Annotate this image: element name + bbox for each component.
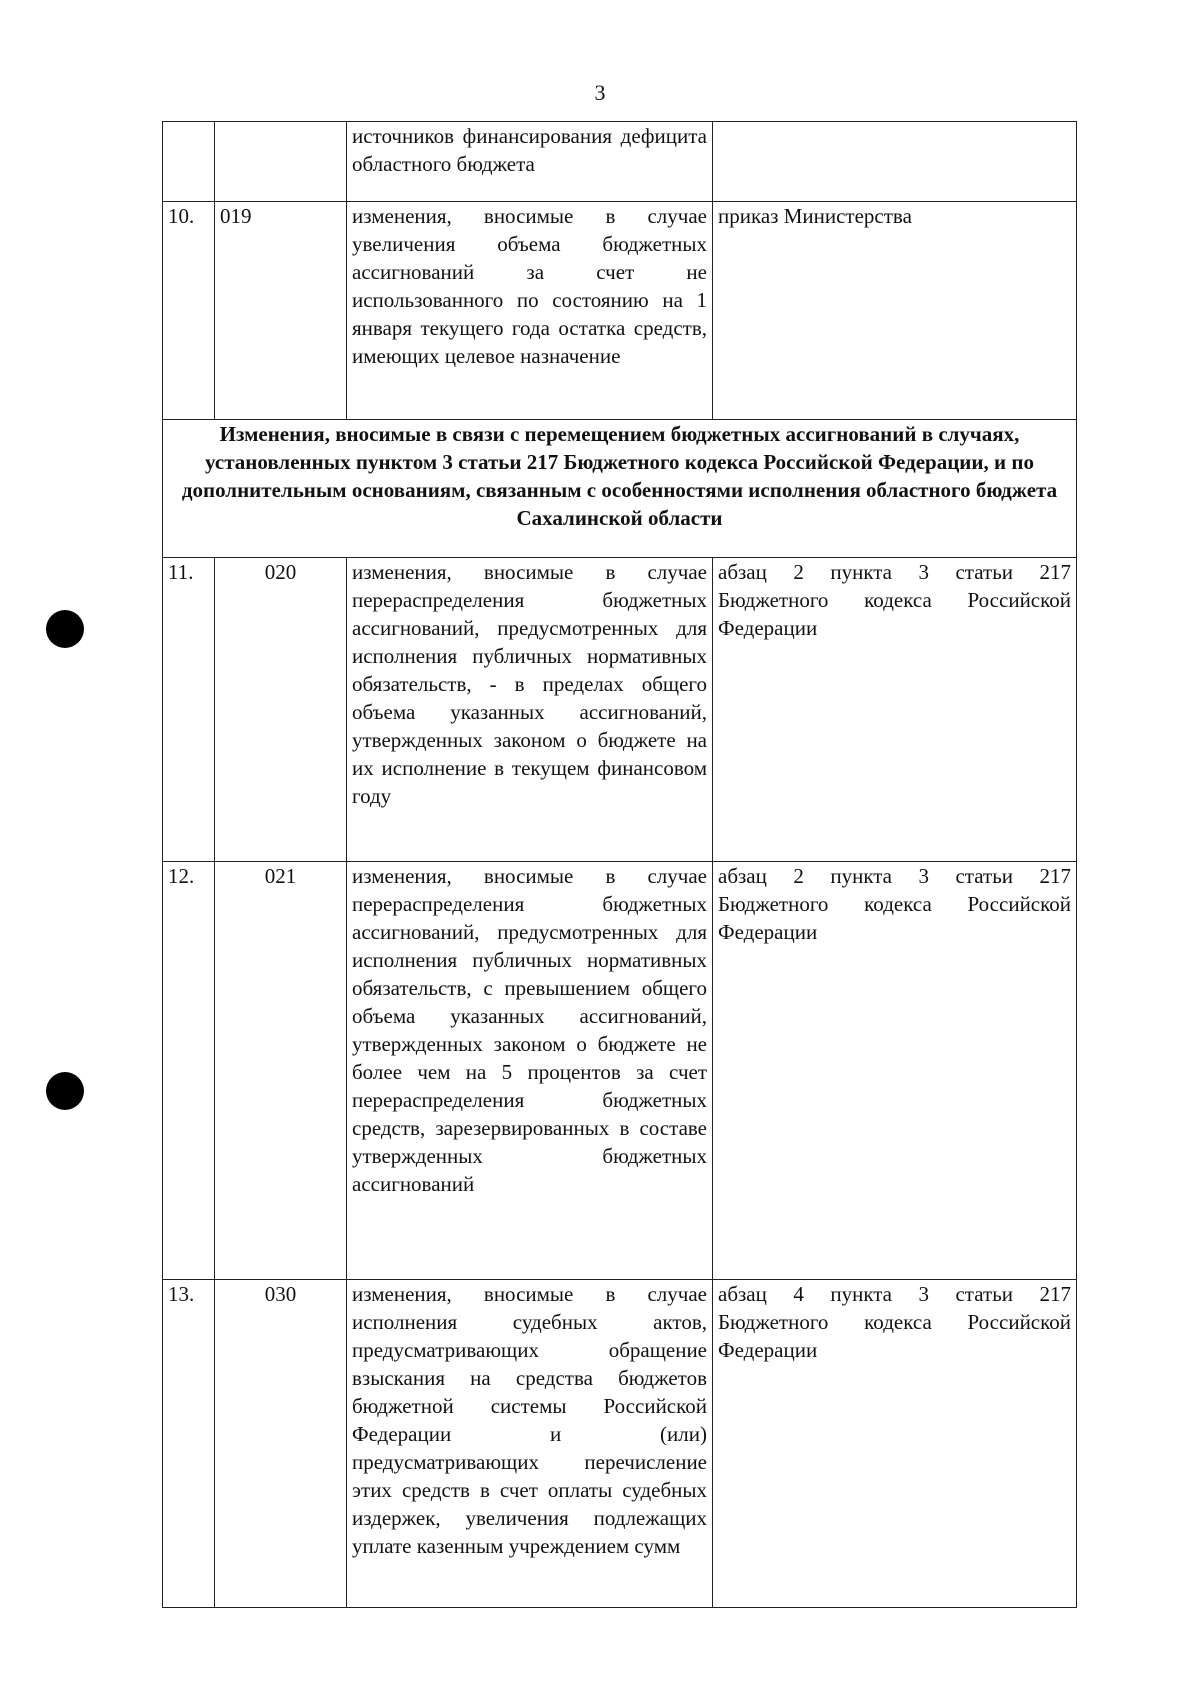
row-number: 12. xyxy=(163,862,215,1280)
section-heading-row xyxy=(163,420,1077,558)
row-description: изменения, вносимые в случае перераспределения бюджетных ассигнований, предусмотренных для исполнения публичных нормативных обязательств, - в пределах общего объема указанных ассигнований, утвержденных законом о бюджете на их исполнение в текущем финансовом году xyxy=(347,558,713,862)
section-heading: Изменения, вносимые в связи с перемещением бюджетных ассигнований в случаях, установленных пунктом 3 статьи 217 Бюджетного кодекса Российской Федерации, и по дополнительным основаниям, связанным с особенностями исполнения областного бюджета Сахалинской области xyxy=(163,420,1077,558)
row-code xyxy=(215,122,347,202)
row-number: 11. xyxy=(163,558,215,862)
row-number: 13. xyxy=(163,1280,215,1608)
row-code: 019 xyxy=(215,202,347,420)
table-row xyxy=(163,862,1077,1280)
page-number: 3 xyxy=(594,80,606,105)
punch-hole xyxy=(46,610,84,648)
table-row xyxy=(163,558,1077,862)
row-description: изменения, вносимые в случае перераспределения бюджетных ассигнований, предусмотренных для исполнения публичных нормативных обязательств, с превышением общего объема указанных ассигнований, утвержденных законом о бюджете не более чем на 5 процентов за счет перераспределения бюджетных средств, зарезервированных в составе утвержденных бюджетных ассигнований xyxy=(347,862,713,1280)
row-description: изменения, вносимые в случае увеличения объема бюджетных ассигнований за счет не использованного по состоянию на 1 января текущего года остатка средств, имеющих целевое назначение xyxy=(347,202,713,420)
row-basis: приказ Министерства xyxy=(713,202,1077,420)
row-description: источников финансирования дефицита областного бюджета xyxy=(347,122,713,202)
table-row xyxy=(163,1280,1077,1608)
row-basis: абзац 2 пункта 3 статьи 217 Бюджетного кодекса Российской Федерации xyxy=(713,558,1077,862)
row-code: 020 xyxy=(215,558,347,862)
punch-hole xyxy=(46,1072,84,1110)
table-row xyxy=(163,122,1077,202)
row-basis: абзац 2 пункта 3 статьи 217 Бюджетного кодекса Российской Федерации xyxy=(713,862,1077,1280)
row-code: 030 xyxy=(215,1280,347,1608)
row-number: 10. xyxy=(163,202,215,420)
row-number xyxy=(163,122,215,202)
budget-changes-table xyxy=(162,121,1077,1608)
row-code: 021 xyxy=(215,862,347,1280)
row-description: изменения, вносимые в случае исполнения судебных актов, предусматривающих обращение взыскания на средства бюджетов бюджетной системы Российской Федерации и (или) предусматривающих перечисление этих средств в счет оплаты судебных издержек, увеличения подлежащих уплате казенным учреждением сумм xyxy=(347,1280,713,1608)
row-basis xyxy=(713,122,1077,202)
table-row xyxy=(163,202,1077,420)
row-basis: абзац 4 пункта 3 статьи 217 Бюджетного кодекса Российской Федерации xyxy=(713,1280,1077,1608)
